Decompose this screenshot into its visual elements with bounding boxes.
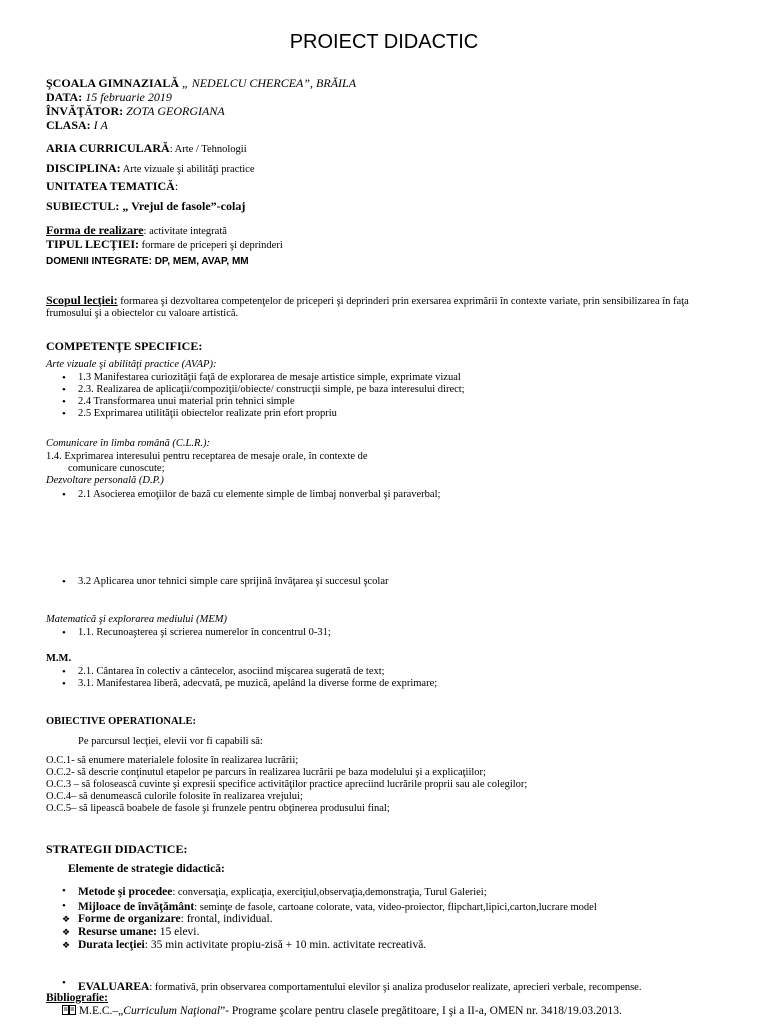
disciplina-line [46, 159, 255, 177]
teacher-label: ÎNVĂŢĂTOR: [46, 104, 124, 118]
unitatea-value: : [174, 179, 179, 193]
unitatea-line [46, 179, 178, 194]
teacher-line [46, 104, 356, 118]
list-item: • 1.1. Recunoaşterea şi scrierea numerelor în concentrul 0-31; [62, 627, 331, 639]
bibliografie-rest: ”- Programe şcolare pentru clasele pregătitoare, I şi a II-a, OMEN nr. 3418/19.03.2013. [220, 1005, 622, 1017]
list-item: • 1.3 Manifestarea curiozităţii faţă de explorarea de mesaje artistice simple, exprimate vizual [62, 372, 465, 384]
forme-label: Forme de organizare [78, 913, 181, 925]
aria-line [46, 139, 247, 157]
list-item-mijloace [62, 899, 597, 914]
obiective-list [46, 755, 527, 815]
scop-block [46, 293, 689, 320]
dp-title: Dezvoltare personală (D.P.) [46, 475, 164, 486]
dp-list [62, 489, 440, 501]
scop-value: formarea şi dezvoltarea competenţelor de priceperi şi deprinderi prin exersarea exprimării în contexte variate, prin sensibilizarea în faţa [117, 296, 689, 307]
class-value: I A [90, 118, 108, 132]
disciplina-value: Arte vizuale şi abilităţi practice [120, 164, 255, 175]
mm-title: M.M. [46, 653, 72, 664]
durata-label: Durata lecţiei [78, 939, 145, 951]
bibliografie-label [46, 992, 108, 1004]
bibliografie-prefix: M.E.C.–„ [76, 1005, 124, 1017]
book-icon [62, 1005, 76, 1015]
unitatea-label: UNITATEA TEMATICĂ [46, 179, 175, 193]
aria-value: : Arte / Tehnologii [169, 144, 247, 155]
scop-label: Scopul lecţiei: [46, 293, 118, 307]
clr-title: Comunicare în limba română (C.L.R.): [46, 438, 211, 449]
bibliografie-title: Curriculum Naţional [123, 1005, 221, 1017]
forme-value: : frontal, individual. [180, 913, 273, 925]
evaluare-label: EVALUAREA [78, 981, 150, 993]
strategii-subtitle: Elemente de strategie didactică: [68, 863, 225, 875]
school-line [46, 76, 356, 90]
metode-label: Metode şi procedee [78, 886, 173, 898]
list-item-forme [62, 913, 426, 926]
resurse-value: 15 elevi. [156, 926, 200, 938]
teacher-value: ZOTA GEORGIANA [123, 104, 225, 118]
subiect-line: SUBIECTUL: „ Vrejul de fasole”-colaj [46, 199, 246, 213]
competente-title: COMPETENŢE SPECIFICE: [46, 339, 203, 353]
list-item: • 2.1 Asocierea emoţiilor de bază cu elemente simple de limbaj nonverbal şi paraverbal; [62, 489, 440, 501]
list-item: • 3.1. Manifestarea liberă, adecvată, pe muzică, apelând la diverse forme de exprimare; [62, 678, 437, 690]
scop-line-2: frumosului şi a obiectelor cu valoare artistică. [46, 308, 239, 319]
bibliografie-label-text: Bibliografie [46, 992, 105, 1004]
avap-title: Arte vizuale şi abilităţi practice (AVAP): [46, 359, 217, 370]
list-item: O.C.5– să lipească boabele de fasole şi frunzele pentru obţinerea produsului final; [46, 803, 390, 814]
scop-line-1 [46, 293, 689, 308]
class-label: CLASA: [46, 118, 91, 132]
header-block [46, 76, 356, 132]
mijloace-label: Mijloace de învăţământ [78, 901, 195, 913]
aria-label: ARIA CURRICULARĂ [46, 141, 170, 155]
obiective-intro: Pe parcursul lecţiei, elevii vor fi capabili să: [78, 736, 263, 747]
domenii-line: DOMENII INTEGRATE: DP, MEM, AVAP, MM [46, 256, 249, 267]
resurse-label: Resurse umane: [78, 926, 157, 938]
strategii-list [62, 884, 597, 914]
mm-list [62, 666, 437, 690]
evaluare-value: : formativă, prin observarea comportamentului elevilor şi analiza produselor realizate, aprecieri verbale, recompense. [149, 982, 642, 993]
strategii-diamond-list [62, 913, 426, 952]
date-label: DATA: [46, 90, 83, 104]
obiective-title: OBIECTIVE OPERATIONALE: [46, 716, 197, 727]
list-item-metode [62, 884, 597, 899]
list-item: • 3.2 Aplicarea unor tehnici simple care sprijină învăţarea şi succesul şcolar [62, 576, 389, 588]
durata-value: : 35 min activitate propiu-zisă + 10 min. activitate recreativă. [144, 939, 427, 951]
mem-list [62, 627, 331, 639]
list-item: O.C.1- să enumere materialele folosite în realizarea lucrării; [46, 755, 299, 766]
date-line [46, 90, 356, 104]
bibliografie-line [62, 1005, 622, 1017]
list-item: O.C.4– să denumească culorile folosite în realizarea vrejului; [46, 791, 303, 802]
metode-value: : conversaţia, explicaţia, exerciţiul,observaţia,demonstraţia, Turul Galeriei; [172, 887, 487, 898]
clr-line-2: comunicare cunoscute; [68, 463, 165, 474]
clr-line-1: 1.4. Exprimarea interesului pentru receptarea de mesaje orale, în contexte de [46, 451, 368, 462]
page-title: PROIECT DIDACTIC [289, 31, 479, 53]
tipul-label: TIPUL LECŢIEI: [46, 237, 140, 251]
dp-list-2 [62, 576, 389, 588]
list-item-resurse [62, 926, 426, 939]
tipul-value: formare de priceperi şi deprinderi [139, 240, 283, 251]
mijloace-value: : seminţe de fasole, cartoane colorate, vata, video-proiector, flipchart,lipici,carton,lucrare model [194, 902, 597, 913]
avap-list [62, 372, 465, 420]
school-value: „ NEDELCU CHERCEA”, BRĂILA [179, 76, 357, 90]
list-item: • 2.1. Cântarea în colectiv a cântecelor, asociind mişcarea sugerată de text; [62, 666, 437, 678]
list-item-evaluare [62, 977, 641, 995]
list-item: • 2.5 Exprimarea utilităţii obiectelor realizate prin efort propriu [62, 408, 465, 420]
school-label: ŞCOALA GIMNAZIALĂ [46, 76, 180, 90]
list-item: O.C.3 – să folosească cuvinte şi expresii specifice activităţilor practice apreciind lucrările proprii sau ale colegilor; [46, 779, 528, 790]
evaluare-list [62, 977, 641, 995]
disciplina-label: DISCIPLINA: [46, 161, 121, 175]
date-value: 15 februarie 2019 [82, 90, 172, 104]
forma-label: Forma de realizare [46, 223, 144, 237]
strategii-title: STRATEGII DIDACTICE: [46, 842, 188, 856]
mem-title: Matematică şi explorarea mediului (MEM) [46, 614, 227, 625]
class-line [46, 118, 356, 132]
forma-value: : activitate integrată [143, 226, 227, 237]
tipul-line [46, 235, 283, 253]
list-item: • 2.3. Realizarea de aplicaţii/compoziţii/obiecte/ construcţii simple, pe baza interesului direct; [62, 384, 465, 396]
list-item: O.C.2- să descrie conţinutul etapelor pe parcurs în realizarea lucrării pe baza modelului şi a explicaţiilor; [46, 767, 486, 778]
list-item: • 2.4 Transformarea unui material prin tehnici simple [62, 396, 465, 408]
list-item-durata [62, 939, 426, 952]
bibliografie-colon: : [104, 992, 108, 1004]
